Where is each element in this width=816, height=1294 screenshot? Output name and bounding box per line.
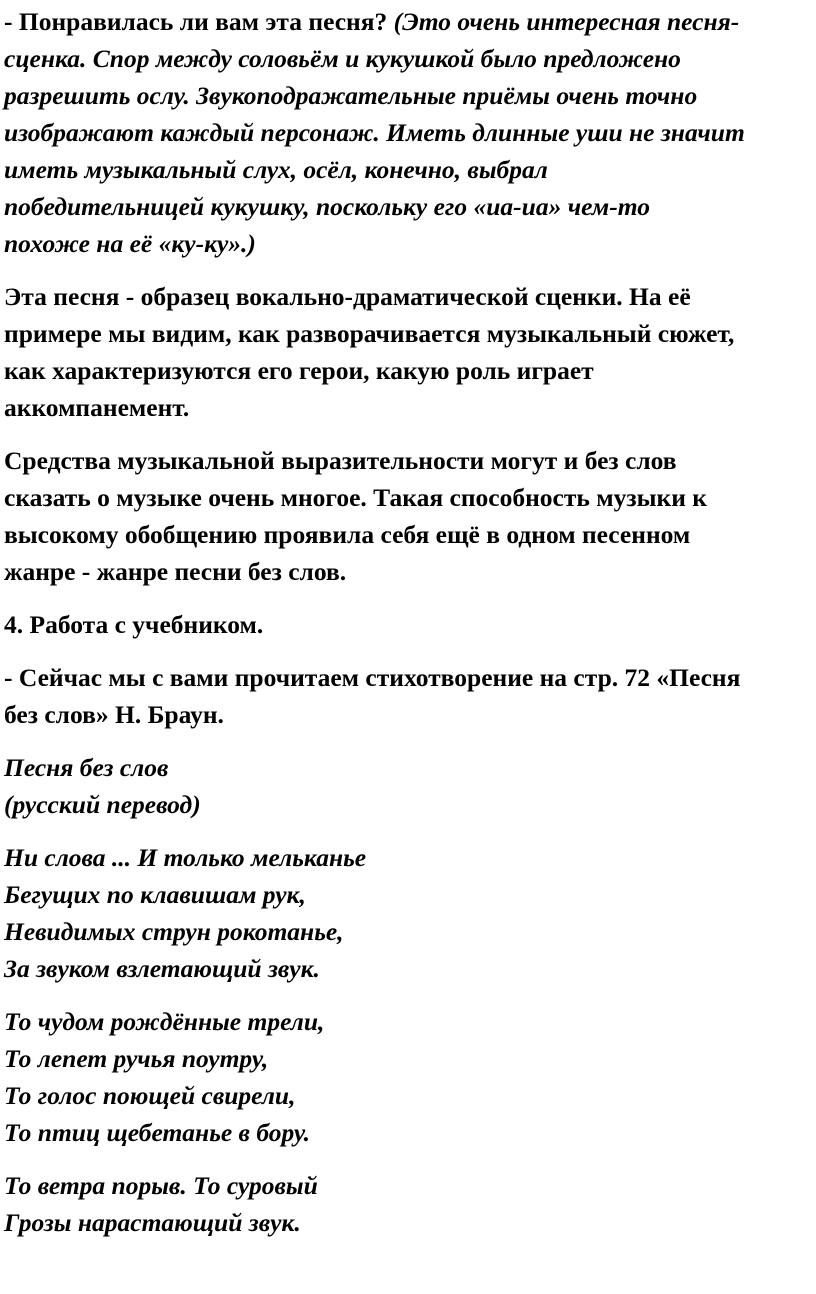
text-line: жанре - жанре песни без слов. (4, 557, 347, 586)
poem-line: Бегущих по клавишам рук, (4, 880, 306, 909)
answer-italic-line: похоже на её «ку-ку».) (4, 229, 256, 258)
answer-italic-line: иметь музыкальный слух, осёл, конечно, выбрал (4, 155, 548, 184)
answer-italic-line: победительницей кукушку, поскольку его «иа-иа» чем-то (4, 192, 650, 221)
answer-italic-line: разрешить ослу. Звукоподражательные приёмы очень точно (4, 81, 698, 110)
poem-stanza-3 (4, 1167, 812, 1241)
section-heading-textbook (4, 606, 812, 643)
text-line: без слов» Н. Браун. (4, 700, 224, 729)
poem-line: То ветра порыв. То суровый (4, 1171, 318, 1200)
paragraph-question (4, 3, 812, 262)
text-line: аккомпанемент. (4, 393, 190, 422)
answer-italic-line: изображают каждый персонаж. Иметь длинные уши не значит (4, 118, 745, 147)
question-lead: - Понравилась ли вам эта песня? (4, 7, 394, 36)
poem-line: Невидимых струн рокотанье, (4, 917, 344, 946)
text-line: высокому обобщению проявила себя ещё в одном песенном (4, 520, 691, 549)
text-line: Эта песня - образец вокально-драматической сценки. На её (4, 282, 691, 311)
text-line: Средства музыкальной выразительности могут и без слов (4, 446, 677, 475)
text-line: примере мы видим, как разворачивается музыкальный сюжет, (4, 319, 735, 348)
paragraph-reading-instruction (4, 659, 812, 733)
poem-line: За звуком взлетающий звук. (4, 954, 320, 983)
question-first-line (4, 3, 812, 40)
paragraph-scene-description (4, 278, 812, 426)
poem-line: Ни слова ... И только мельканье (4, 843, 367, 872)
text-line: как характеризуются его герои, какую роль играет (4, 356, 594, 385)
poem-title-line: Песня без слов (4, 753, 169, 782)
answer-italic-line: сценка. Спор между соловьём и кукушкой было предложено (4, 44, 681, 73)
text-line: - Сейчас мы с вами прочитаем стихотворение на стр. 72 «Песня (4, 663, 741, 692)
poem-title (4, 749, 812, 823)
document-page (4, 3, 812, 1257)
text-line: 4. Работа с учебником. (4, 610, 264, 639)
paragraph-expressive-means (4, 442, 812, 590)
poem-line: То чудом рождённые трели, (4, 1007, 325, 1036)
poem-stanza-2 (4, 1003, 812, 1151)
poem-stanza-1 (4, 839, 812, 987)
poem-line: Грозы нарастающий звук. (4, 1208, 301, 1237)
text-line: сказать о музыке очень многое. Такая способность музыки к (4, 483, 707, 512)
poem-subtitle-line: (русский перевод) (4, 790, 201, 819)
poem-line: То голос поющей свирели, (4, 1081, 296, 1110)
answer-italic-line: (Это очень интересная песня- (393, 7, 740, 36)
poem-line: То лепет ручья поутру, (4, 1044, 269, 1073)
poem-line: То птиц щебетанье в бору. (4, 1118, 310, 1147)
